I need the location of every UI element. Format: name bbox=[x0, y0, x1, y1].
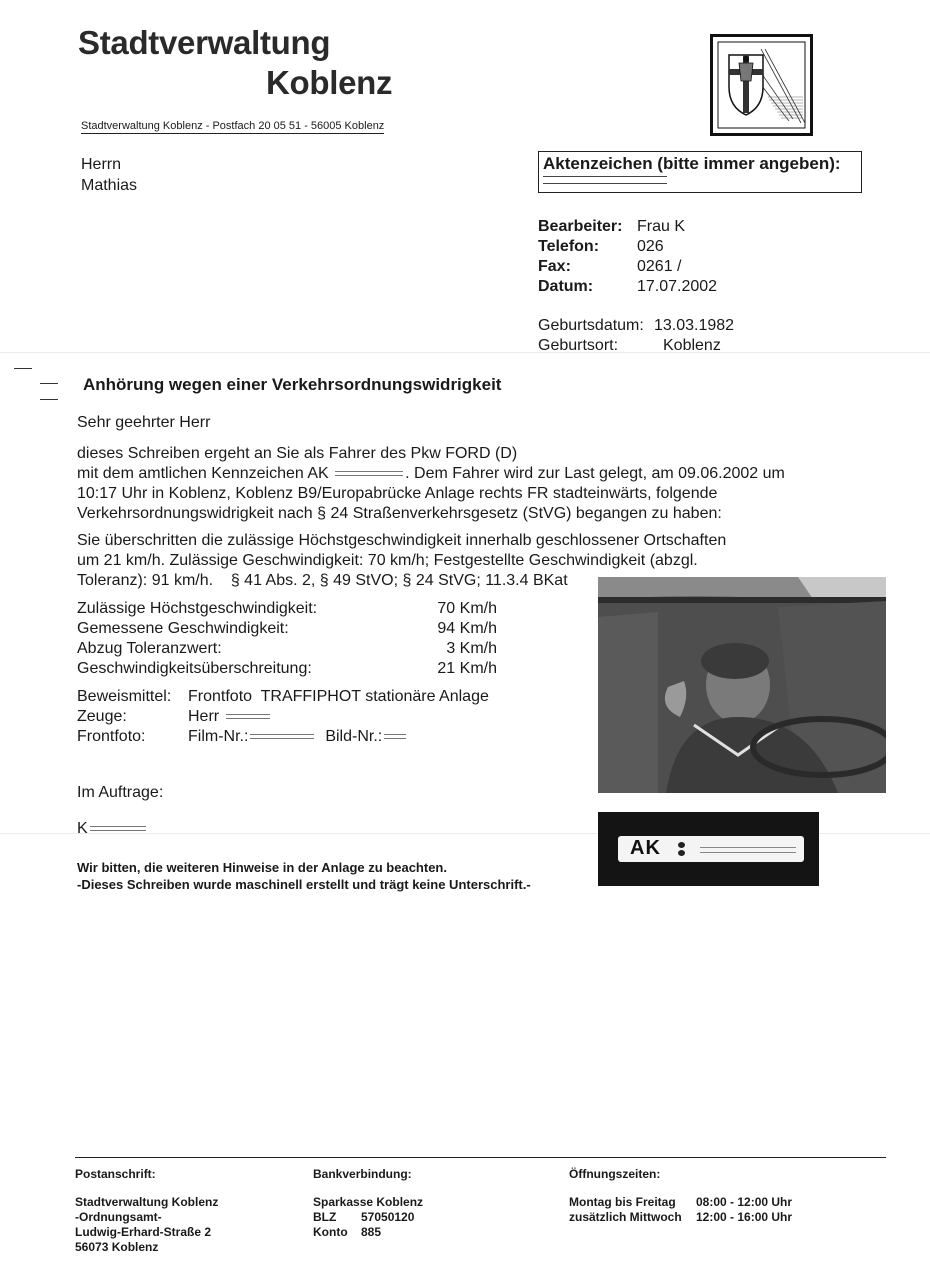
closing-notes bbox=[77, 859, 531, 893]
letter-subject: Anhörung wegen einer Verkehrsordnungswidrigkeit bbox=[83, 375, 502, 394]
footer-heading: Öffnungszeiten: bbox=[569, 1167, 661, 1181]
hours-value: 08:00 - 12:00 Uhr bbox=[696, 1195, 793, 1209]
paragraph-line: 10:17 Uhr in Koblenz, Koblenz B9/Europabrücke Anlage rechts FR stadteinwärts, folgende bbox=[77, 485, 718, 502]
evidence-row bbox=[77, 708, 497, 728]
closing-note: -Dieses Schreiben wurde maschinell erstellt und trägt keine Unterschrift.- bbox=[77, 877, 531, 892]
redacted-film-number bbox=[250, 734, 314, 739]
konto-value: 885 bbox=[361, 1225, 382, 1239]
recipient-salutation: Herrn bbox=[81, 156, 122, 173]
plate-text-start: mit dem amtlichen Kennzeichen AK bbox=[77, 465, 329, 482]
im-auftrage-label: Im Auftrage: bbox=[77, 784, 164, 801]
telefon-label: Telefon: bbox=[538, 238, 600, 255]
measurement-row bbox=[77, 640, 509, 660]
paragraph-line: Sie überschritten die zulässige Höchstgeschwindigkeit innerhalb geschlossener Ortschaften bbox=[77, 532, 727, 549]
measurement-label: Zulässige Höchstgeschwindigkeit: bbox=[77, 600, 318, 617]
footer-divider bbox=[75, 1157, 886, 1158]
zeuge-value: Herr bbox=[188, 708, 220, 725]
letter-salutation: Sehr geehrter Herr bbox=[77, 414, 211, 431]
measurement-table bbox=[77, 600, 509, 680]
offense-paragraph bbox=[77, 444, 785, 524]
footer-line: -Ordnungsamt- bbox=[75, 1210, 162, 1224]
redacted-image-number bbox=[384, 734, 406, 739]
reference-number-label: Aktenzeichen (bitte immer angeben): bbox=[543, 154, 841, 173]
fax-value: 0261 / bbox=[637, 258, 682, 275]
datum-value: 17.07.2002 bbox=[637, 278, 718, 295]
footer-line: Stadtverwaltung Koblenz bbox=[75, 1195, 219, 1209]
bearbeiter-label: Bearbeiter: bbox=[538, 218, 623, 235]
measurement-value: 70 Km/h bbox=[437, 600, 497, 617]
recipient-block bbox=[81, 154, 137, 196]
konto-label: Konto bbox=[313, 1225, 348, 1239]
fold-mark bbox=[14, 368, 32, 369]
plate-seals bbox=[678, 842, 686, 856]
bearbeiter-value: Frau K bbox=[637, 218, 686, 235]
evidence-block bbox=[77, 688, 497, 748]
fold-mark bbox=[40, 399, 58, 400]
film-label: Film-Nr.: bbox=[188, 728, 249, 745]
measurement-value: 3 Km/h bbox=[446, 640, 497, 657]
driver-front-photo bbox=[598, 577, 886, 793]
hours-value: 12:00 - 16:00 Uhr bbox=[696, 1210, 793, 1224]
fax-label: Fax: bbox=[538, 258, 571, 275]
redacted-reference-number bbox=[543, 176, 667, 184]
redacted-plate-number bbox=[700, 847, 796, 853]
signer-line bbox=[77, 820, 148, 838]
footer-opening-hours bbox=[569, 1167, 792, 1225]
sender-address-line: Stadtverwaltung Koblenz - Postfach 20 05 51 - 56005 Koblenz bbox=[81, 120, 385, 132]
reference-number-box bbox=[538, 151, 862, 193]
geburtsort-value: Koblenz bbox=[663, 337, 721, 354]
authority-title-line1: Stadtverwaltung bbox=[78, 24, 331, 61]
measurement-label: Abzug Toleranzwert: bbox=[77, 640, 222, 657]
license-plate bbox=[618, 836, 804, 862]
footer-heading: Bankverbindung: bbox=[313, 1167, 412, 1181]
bild-label: Bild-Nr.: bbox=[325, 728, 383, 745]
geburtsdatum-label: Geburtsdatum: bbox=[538, 317, 644, 334]
hours-label: zusätzlich Mittwoch bbox=[569, 1210, 682, 1224]
contact-block bbox=[538, 218, 838, 302]
evidence-row bbox=[77, 688, 497, 708]
fold-mark bbox=[40, 383, 58, 384]
footer-line bbox=[569, 1210, 792, 1225]
frontfoto-label: Frontfoto: bbox=[77, 728, 146, 745]
license-plate-photo bbox=[598, 812, 819, 886]
measurement-value: 94 Km/h bbox=[437, 620, 497, 637]
telefon-value: 026 bbox=[637, 238, 664, 255]
paragraph-line: Toleranz): 91 km/h. § 41 Abs. 2, § 49 StVO; § 24 StVG; 11.3.4 BKat bbox=[77, 572, 568, 589]
driver-photo-image bbox=[598, 577, 886, 793]
beweismittel-label: Beweismittel: bbox=[77, 688, 172, 705]
city-coat-of-arms-logo bbox=[710, 34, 813, 136]
measurement-label: Geschwindigkeitsüberschreitung: bbox=[77, 660, 312, 677]
blz-value: 57050120 bbox=[361, 1210, 415, 1224]
authority-title-line2: Koblenz bbox=[266, 64, 393, 101]
measurement-row bbox=[77, 660, 509, 680]
paragraph-line: um 21 km/h. Zulässige Geschwindigkeit: 70 km/h; Festgestellte Geschwindigkeit (abzgl. bbox=[77, 552, 698, 569]
measurement-row bbox=[77, 600, 509, 620]
footer-line bbox=[313, 1225, 423, 1240]
footer-line: 56073 Koblenz bbox=[75, 1240, 159, 1254]
datum-label: Datum: bbox=[538, 278, 594, 295]
geburtsort-label: Geburtsort: bbox=[538, 337, 619, 354]
footer-line bbox=[313, 1210, 423, 1225]
coat-of-arms-icon bbox=[713, 37, 810, 133]
footer-heading: Postanschrift: bbox=[75, 1167, 156, 1181]
geburtsdatum-value: 13.03.1982 bbox=[654, 317, 735, 334]
evidence-row bbox=[77, 728, 497, 748]
plate-text-end: . Dem Fahrer wird zur Last gelegt, am 09.06.2002 um bbox=[405, 465, 785, 482]
closing-note: Wir bitten, die weiteren Hinweise in der Anlage zu beachten. bbox=[77, 860, 447, 875]
measurement-row bbox=[77, 620, 509, 640]
footer-line: Sparkasse Koblenz bbox=[313, 1195, 424, 1209]
redacted-plate bbox=[335, 471, 403, 476]
measurement-value: 21 Km/h bbox=[437, 660, 497, 677]
paragraph-line: Verkehrsordnungswidrigkeit nach § 24 Straßenverkehrsgesetz (StVG) begangen zu haben: bbox=[77, 505, 722, 522]
zeuge-label: Zeuge: bbox=[77, 708, 127, 725]
beweismittel-value: Frontfoto TRAFFIPHOT stationäre Anlage bbox=[188, 688, 489, 705]
redacted-signer bbox=[90, 826, 146, 831]
plate-text: AK bbox=[630, 837, 661, 859]
recipient-name: Mathias bbox=[81, 177, 138, 194]
measurement-label: Gemessene Geschwindigkeit: bbox=[77, 620, 289, 637]
paragraph-line: dieses Schreiben ergeht an Sie als Fahrer des Pkw FORD (D) bbox=[77, 445, 518, 462]
blz-label: BLZ bbox=[313, 1210, 337, 1224]
paragraph-line bbox=[77, 464, 785, 484]
birth-info-block bbox=[538, 317, 838, 359]
footer-line: Ludwig-Erhard-Straße 2 bbox=[75, 1225, 212, 1239]
hours-label: Montag bis Freitag bbox=[569, 1195, 676, 1209]
footer-line bbox=[569, 1195, 792, 1210]
footer-bank-details bbox=[313, 1167, 423, 1240]
footer-postal-address bbox=[75, 1167, 218, 1255]
redacted-witness bbox=[226, 714, 270, 719]
signer-initial: K bbox=[77, 820, 88, 837]
